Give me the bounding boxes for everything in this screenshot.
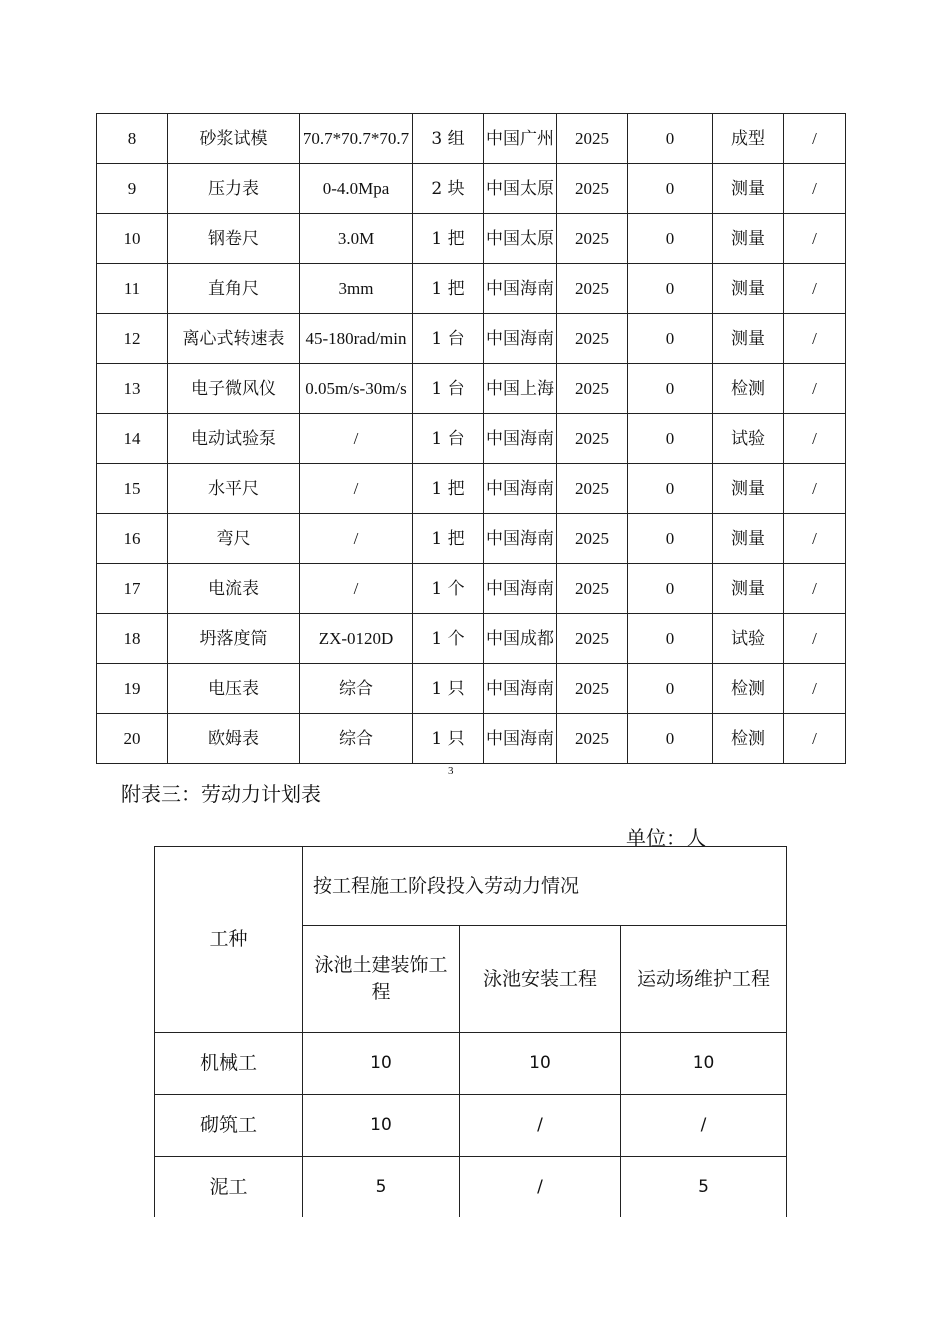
- purpose-cell: 测量: [713, 164, 784, 214]
- year-cell: 2025: [557, 114, 628, 164]
- stage-group-header: 按工程施工阶段投入劳动力情况: [303, 847, 787, 926]
- origin-cell: 中国海南: [484, 514, 557, 564]
- table-row: [97, 564, 846, 614]
- table-row: [97, 614, 846, 664]
- row-number-cell: 16: [97, 514, 168, 564]
- value-cell: 10: [621, 1033, 787, 1095]
- row-number-cell: 15: [97, 464, 168, 514]
- row-number-cell: 11: [97, 264, 168, 314]
- quantity-cell: 1 只: [413, 714, 484, 764]
- used-cell: 0: [628, 514, 713, 564]
- stage-header: 运动场维护工程: [621, 926, 787, 1033]
- year-cell: 2025: [557, 614, 628, 664]
- quantity-cell: 1 台: [413, 314, 484, 364]
- remark-cell: /: [784, 164, 846, 214]
- spec-cell: 综合: [300, 664, 413, 714]
- spec-cell: 70.7*70.7*70.7: [300, 114, 413, 164]
- name-cell: 砂浆试模: [168, 114, 300, 164]
- year-cell: 2025: [557, 664, 628, 714]
- value-cell: 5: [621, 1157, 787, 1218]
- row-number-cell: 20: [97, 714, 168, 764]
- purpose-cell: 试验: [713, 414, 784, 464]
- table-row: [97, 414, 846, 464]
- quantity-cell: 3 组: [413, 114, 484, 164]
- remark-cell: /: [784, 564, 846, 614]
- page-number: 3: [448, 765, 454, 777]
- table-row: [97, 164, 846, 214]
- spec-cell: 综合: [300, 714, 413, 764]
- table-row: [97, 314, 846, 364]
- trade-cell: 泥工: [155, 1157, 303, 1218]
- used-cell: 0: [628, 214, 713, 264]
- used-cell: 0: [628, 314, 713, 364]
- stage-header: 泳池土建装饰工程: [303, 926, 460, 1033]
- remark-cell: /: [784, 614, 846, 664]
- quantity-cell: 1 只: [413, 664, 484, 714]
- used-cell: 0: [628, 714, 713, 764]
- quantity-cell: 2 块: [413, 164, 484, 214]
- table-row: [97, 514, 846, 564]
- unit-label: 单位：人: [626, 826, 706, 850]
- spec-cell: 0.05m/s-30m/s: [300, 364, 413, 414]
- row-number-cell: 13: [97, 364, 168, 414]
- year-cell: 2025: [557, 164, 628, 214]
- purpose-cell: 测量: [713, 514, 784, 564]
- table-row: [97, 664, 846, 714]
- spec-cell: 3mm: [300, 264, 413, 314]
- row-number-cell: 12: [97, 314, 168, 364]
- table-row: [97, 364, 846, 414]
- spec-cell: 45-180rad/min: [300, 314, 413, 364]
- value-cell: 5: [303, 1157, 460, 1218]
- name-cell: 电子微风仪: [168, 364, 300, 414]
- origin-cell: 中国上海: [484, 364, 557, 414]
- row-number-cell: 10: [97, 214, 168, 264]
- table-row: [97, 264, 846, 314]
- name-cell: 离心式转速表: [168, 314, 300, 364]
- row-number-cell: 14: [97, 414, 168, 464]
- year-cell: 2025: [557, 464, 628, 514]
- used-cell: 0: [628, 414, 713, 464]
- purpose-cell: 测量: [713, 464, 784, 514]
- used-cell: 0: [628, 664, 713, 714]
- year-cell: 2025: [557, 514, 628, 564]
- origin-cell: 中国海南: [484, 464, 557, 514]
- purpose-cell: 成型: [713, 114, 784, 164]
- remark-cell: /: [784, 314, 846, 364]
- origin-cell: 中国海南: [484, 414, 557, 464]
- remark-cell: /: [784, 364, 846, 414]
- trade-cell: 机械工: [155, 1033, 303, 1095]
- row-number-cell: 18: [97, 614, 168, 664]
- used-cell: 0: [628, 114, 713, 164]
- quantity-cell: 1 个: [413, 614, 484, 664]
- origin-cell: 中国海南: [484, 564, 557, 614]
- remark-cell: /: [784, 664, 846, 714]
- table-row: [97, 714, 846, 764]
- table-row: [155, 1033, 787, 1095]
- name-cell: 弯尺: [168, 514, 300, 564]
- origin-cell: 中国海南: [484, 264, 557, 314]
- purpose-cell: 试验: [713, 614, 784, 664]
- purpose-cell: 测量: [713, 264, 784, 314]
- value-cell: 10: [460, 1033, 621, 1095]
- origin-cell: 中国成都: [484, 614, 557, 664]
- origin-cell: 中国海南: [484, 714, 557, 764]
- purpose-cell: 检测: [713, 364, 784, 414]
- value-cell: 10: [303, 1095, 460, 1157]
- name-cell: 欧姆表: [168, 714, 300, 764]
- year-cell: 2025: [557, 364, 628, 414]
- purpose-cell: 测量: [713, 564, 784, 614]
- used-cell: 0: [628, 614, 713, 664]
- value-cell: /: [621, 1095, 787, 1157]
- table-row: [97, 114, 846, 164]
- used-cell: 0: [628, 564, 713, 614]
- spec-cell: 0-4.0Mpa: [300, 164, 413, 214]
- quantity-cell: 1 把: [413, 264, 484, 314]
- year-cell: 2025: [557, 414, 628, 464]
- name-cell: 钢卷尺: [168, 214, 300, 264]
- spec-cell: /: [300, 514, 413, 564]
- quantity-cell: 1 把: [413, 464, 484, 514]
- year-cell: 2025: [557, 264, 628, 314]
- value-cell: /: [460, 1095, 621, 1157]
- table-row: [97, 214, 846, 264]
- purpose-cell: 检测: [713, 714, 784, 764]
- year-cell: 2025: [557, 314, 628, 364]
- remark-cell: /: [784, 514, 846, 564]
- used-cell: 0: [628, 464, 713, 514]
- year-cell: 2025: [557, 564, 628, 614]
- quantity-cell: 1 把: [413, 214, 484, 264]
- year-cell: 2025: [557, 714, 628, 764]
- name-cell: 电压表: [168, 664, 300, 714]
- remark-cell: /: [784, 114, 846, 164]
- origin-cell: 中国海南: [484, 664, 557, 714]
- origin-cell: 中国海南: [484, 314, 557, 364]
- table-row: [155, 1095, 787, 1157]
- row-number-cell: 17: [97, 564, 168, 614]
- origin-cell: 中国太原: [484, 214, 557, 264]
- year-cell: 2025: [557, 214, 628, 264]
- origin-cell: 中国广州: [484, 114, 557, 164]
- used-cell: 0: [628, 164, 713, 214]
- row-number-cell: 9: [97, 164, 168, 214]
- spec-cell: 3.0M: [300, 214, 413, 264]
- spec-cell: /: [300, 414, 413, 464]
- spec-cell: /: [300, 564, 413, 614]
- remark-cell: /: [784, 464, 846, 514]
- purpose-cell: 测量: [713, 214, 784, 264]
- table-row: [97, 464, 846, 514]
- purpose-cell: 测量: [713, 314, 784, 364]
- trade-header: 工种: [155, 847, 303, 1033]
- remark-cell: /: [784, 714, 846, 764]
- remark-cell: /: [784, 264, 846, 314]
- purpose-cell: 检测: [713, 664, 784, 714]
- equipment-table: [96, 113, 846, 764]
- table-row: [155, 1157, 787, 1218]
- spec-cell: ZX-0120D: [300, 614, 413, 664]
- trade-cell: 砌筑工: [155, 1095, 303, 1157]
- name-cell: 水平尺: [168, 464, 300, 514]
- remark-cell: /: [784, 414, 846, 464]
- quantity-cell: 1 把: [413, 514, 484, 564]
- origin-cell: 中国太原: [484, 164, 557, 214]
- value-cell: /: [460, 1157, 621, 1218]
- name-cell: 压力表: [168, 164, 300, 214]
- value-cell: 10: [303, 1033, 460, 1095]
- row-number-cell: 19: [97, 664, 168, 714]
- quantity-cell: 1 个: [413, 564, 484, 614]
- row-number-cell: 8: [97, 114, 168, 164]
- name-cell: 电流表: [168, 564, 300, 614]
- used-cell: 0: [628, 264, 713, 314]
- stage-header: 泳池安装工程: [460, 926, 621, 1033]
- name-cell: 直角尺: [168, 264, 300, 314]
- quantity-cell: 1 台: [413, 414, 484, 464]
- remark-cell: /: [784, 214, 846, 264]
- annex-title: 附表三：劳动力计划表: [121, 782, 321, 806]
- quantity-cell: 1 台: [413, 364, 484, 414]
- name-cell: 电动试验泵: [168, 414, 300, 464]
- labour-plan-table: [154, 846, 787, 1217]
- name-cell: 坍落度筒: [168, 614, 300, 664]
- spec-cell: /: [300, 464, 413, 514]
- used-cell: 0: [628, 364, 713, 414]
